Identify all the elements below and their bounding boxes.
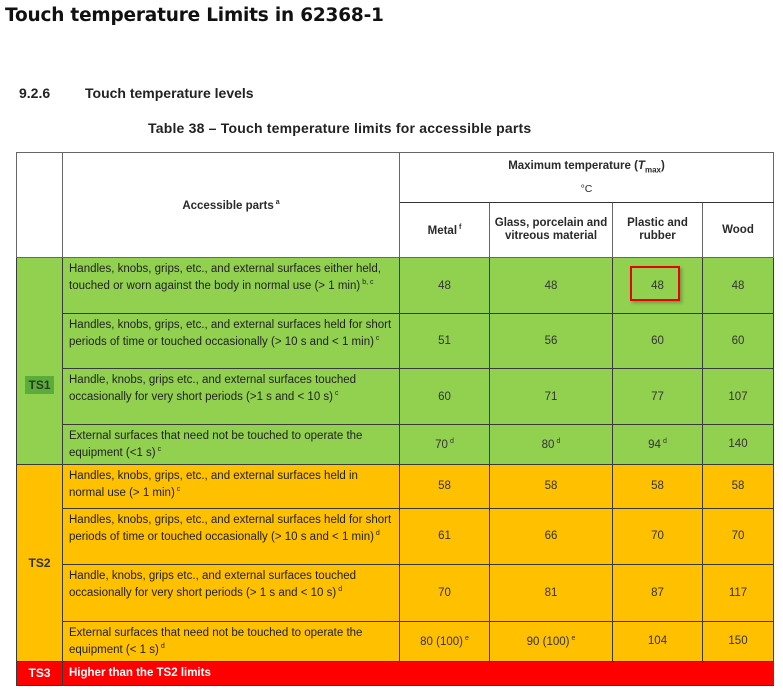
value-cell: 48 [490,258,613,314]
value-cell: 56 [490,314,613,369]
unit-label: °C [580,182,593,195]
value-cell: 58 [490,464,613,508]
ts3-description: Higher than the TS2 limits [63,661,774,685]
value-cell: 58 [703,464,774,508]
table-caption: Table 38 – Touch temperature limits for accessible parts [148,120,532,136]
section-heading [19,85,254,101]
table-row [17,425,774,465]
level-ts2: TS2 [17,464,63,661]
touch-temperature-table [16,152,774,686]
column-header-metal: Metal $^f$ [400,203,490,258]
parts-description: Handles, knobs, grips, etc., and external surfaces held in normal use (> 1 min) $^c$ [63,464,400,508]
value-cell: 140 [703,425,774,465]
value-cell: 70 $^d$ [400,425,490,465]
parts-description: Handles, knobs, grips, etc., and external surfaces held for short periods of time or touched occasionally (> 10 s and < 1 min) $^d$ [63,508,400,564]
value-cell: 117 [703,564,774,621]
value-cell: 70 [703,508,774,564]
parts-description: Handle, knobs, grips etc., and external surfaces touched occasionally for very short periods (>1 s and < 10 s) $^c$ [63,369,400,425]
value-cell-highlighted: 48 [613,258,703,314]
table-row [17,621,774,661]
value-cell: 60 [613,314,703,369]
max-temperature-header: Maximum temperature $(T_{max})$ °C [400,153,774,203]
column-header-glass: Glass, porcelain and vitreous material [490,203,613,258]
accessible-parts-header: Accessible parts $^a$ [63,153,400,258]
section-number: 9.2.6 [19,85,51,101]
table-row [17,314,774,369]
value-cell: 48 [400,258,490,314]
value-cell: 58 [400,464,490,508]
value-cell: 87 [613,564,703,621]
value-cell: 51 [400,314,490,369]
table-row [17,661,774,685]
level-ts3: TS3 [17,661,63,685]
parts-description: External surfaces that need not be touched to operate the equipment (< 1 s) $^d$ [63,621,400,661]
value-cell: 90 (100) $^e$ [490,621,613,661]
parts-description: Handles, knobs, grips, etc., and external surfaces either held, touched or worn against the body in normal use (> 1 min) $^{b, c}$ [63,258,400,314]
section-title: Touch temperature levels [85,85,254,101]
column-header-wood: Wood [703,203,774,258]
value-cell: 58 [613,464,703,508]
table-row [17,369,774,425]
value-cell: 150 [703,621,774,661]
table-row [17,564,774,621]
value-cell: 107 [703,369,774,425]
value-cell: 66 [490,508,613,564]
value-cell: 61 [400,508,490,564]
highlight-box [630,266,680,301]
value-cell: 71 [490,369,613,425]
page-title: Touch temperature Limits in 62368-1 [5,5,384,26]
table-row [17,464,774,508]
table-row [17,258,774,314]
value-cell: 77 [613,369,703,425]
level-header-cell [17,153,63,258]
value-cell: 60 [703,314,774,369]
level-ts1: TS1 [17,258,63,465]
parts-description: Handle, knobs, grips etc., and external surfaces touched occasionally for very short periods (> 1 s and < 10 s) $^d$ [63,564,400,621]
value-cell: 81 [490,564,613,621]
value-cell: 48 [703,258,774,314]
parts-description: External surfaces that need not be touched to operate the equipment (<1 s) $^c$ [63,425,400,465]
value-cell: 70 [613,508,703,564]
parts-description: Handles, knobs, grips, etc., and external surfaces held for short periods of time or touched occasionally (> 10 s and < 1 min) $^c$ [63,314,400,369]
value-cell: 80 $^d$ [490,425,613,465]
table-row [17,508,774,564]
value-cell: 94 $^d$ [613,425,703,465]
value-cell: 80 (100) $^e$ [400,621,490,661]
column-header-plastic: Plastic and rubber [613,203,703,258]
value-cell: 104 [613,621,703,661]
value-cell: 70 [400,564,490,621]
value-cell: 60 [400,369,490,425]
